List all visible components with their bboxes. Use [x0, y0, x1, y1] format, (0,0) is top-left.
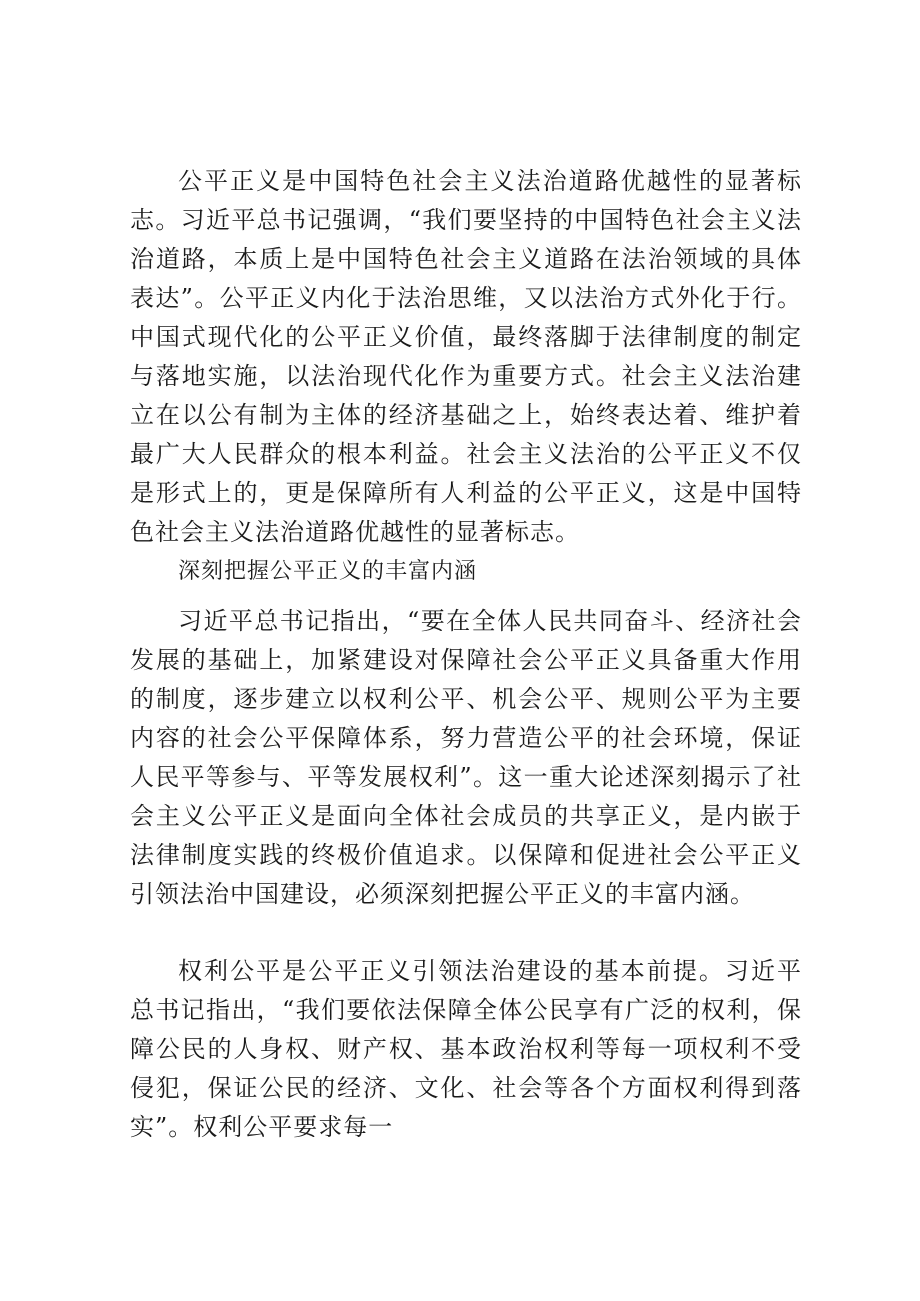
body-paragraph-2: 习近平总书记指出，“要在全体人民共同奋斗、经济社会发展的基础上，加紧建设对保障社会公平正义具备重大作用的制度，逐步建立以权利公平、机会公平、规则公平为主要内容的社会公平保障体系，努力营造公平的社会环境，保证人民平等参与、平等发展权利”。这一重大论述深刻揭示了社会主义公平正义是面向全体社会成员的共享正义，是内嵌于法律制度实践的终极价值追求。以保障和促进社会公平正义引领法治中国建设，必须深刻把握公平正义的丰富内涵。 — [130, 607, 802, 908]
section-heading: 深刻把握公平正义的丰富内涵 — [178, 559, 478, 584]
body-paragraph-1: 公平正义是中国特色社会主义法治道路优越性的显著标志。习近平总书记强调，“我们要坚持的中国特色社会主义法治道路，本质上是中国特色社会主义道路在法治领域的具体表达”。公平正义内化于法治思维，又以法治方式外化于行。中国式现代化的公平正义价值，最终落脚于法律制度的制定与落地实施，以法治现代化作为重要方式。社会主义法治建立在以公有制为主体的经济基础之上，始终表达着、维护着最广大人民群众的根本利益。社会主义法治的公平正义不仅是形式上的，更是保障所有人利益的公平正义，这是中国特色社会主义法治道路优越性的显著标志。 — [130, 167, 802, 546]
body-paragraph-3: 权利公平是公平正义引领法治建设的基本前提。习近平总书记指出，“我们要依法保障全体公民享有广泛的权利，保障公民的人身权、财产权、基本政治权利等每一项权利不受侵犯，保证公民的经济、文化、社会等各个方面权利得到落实”。权利公平要求每一 — [130, 957, 802, 1141]
